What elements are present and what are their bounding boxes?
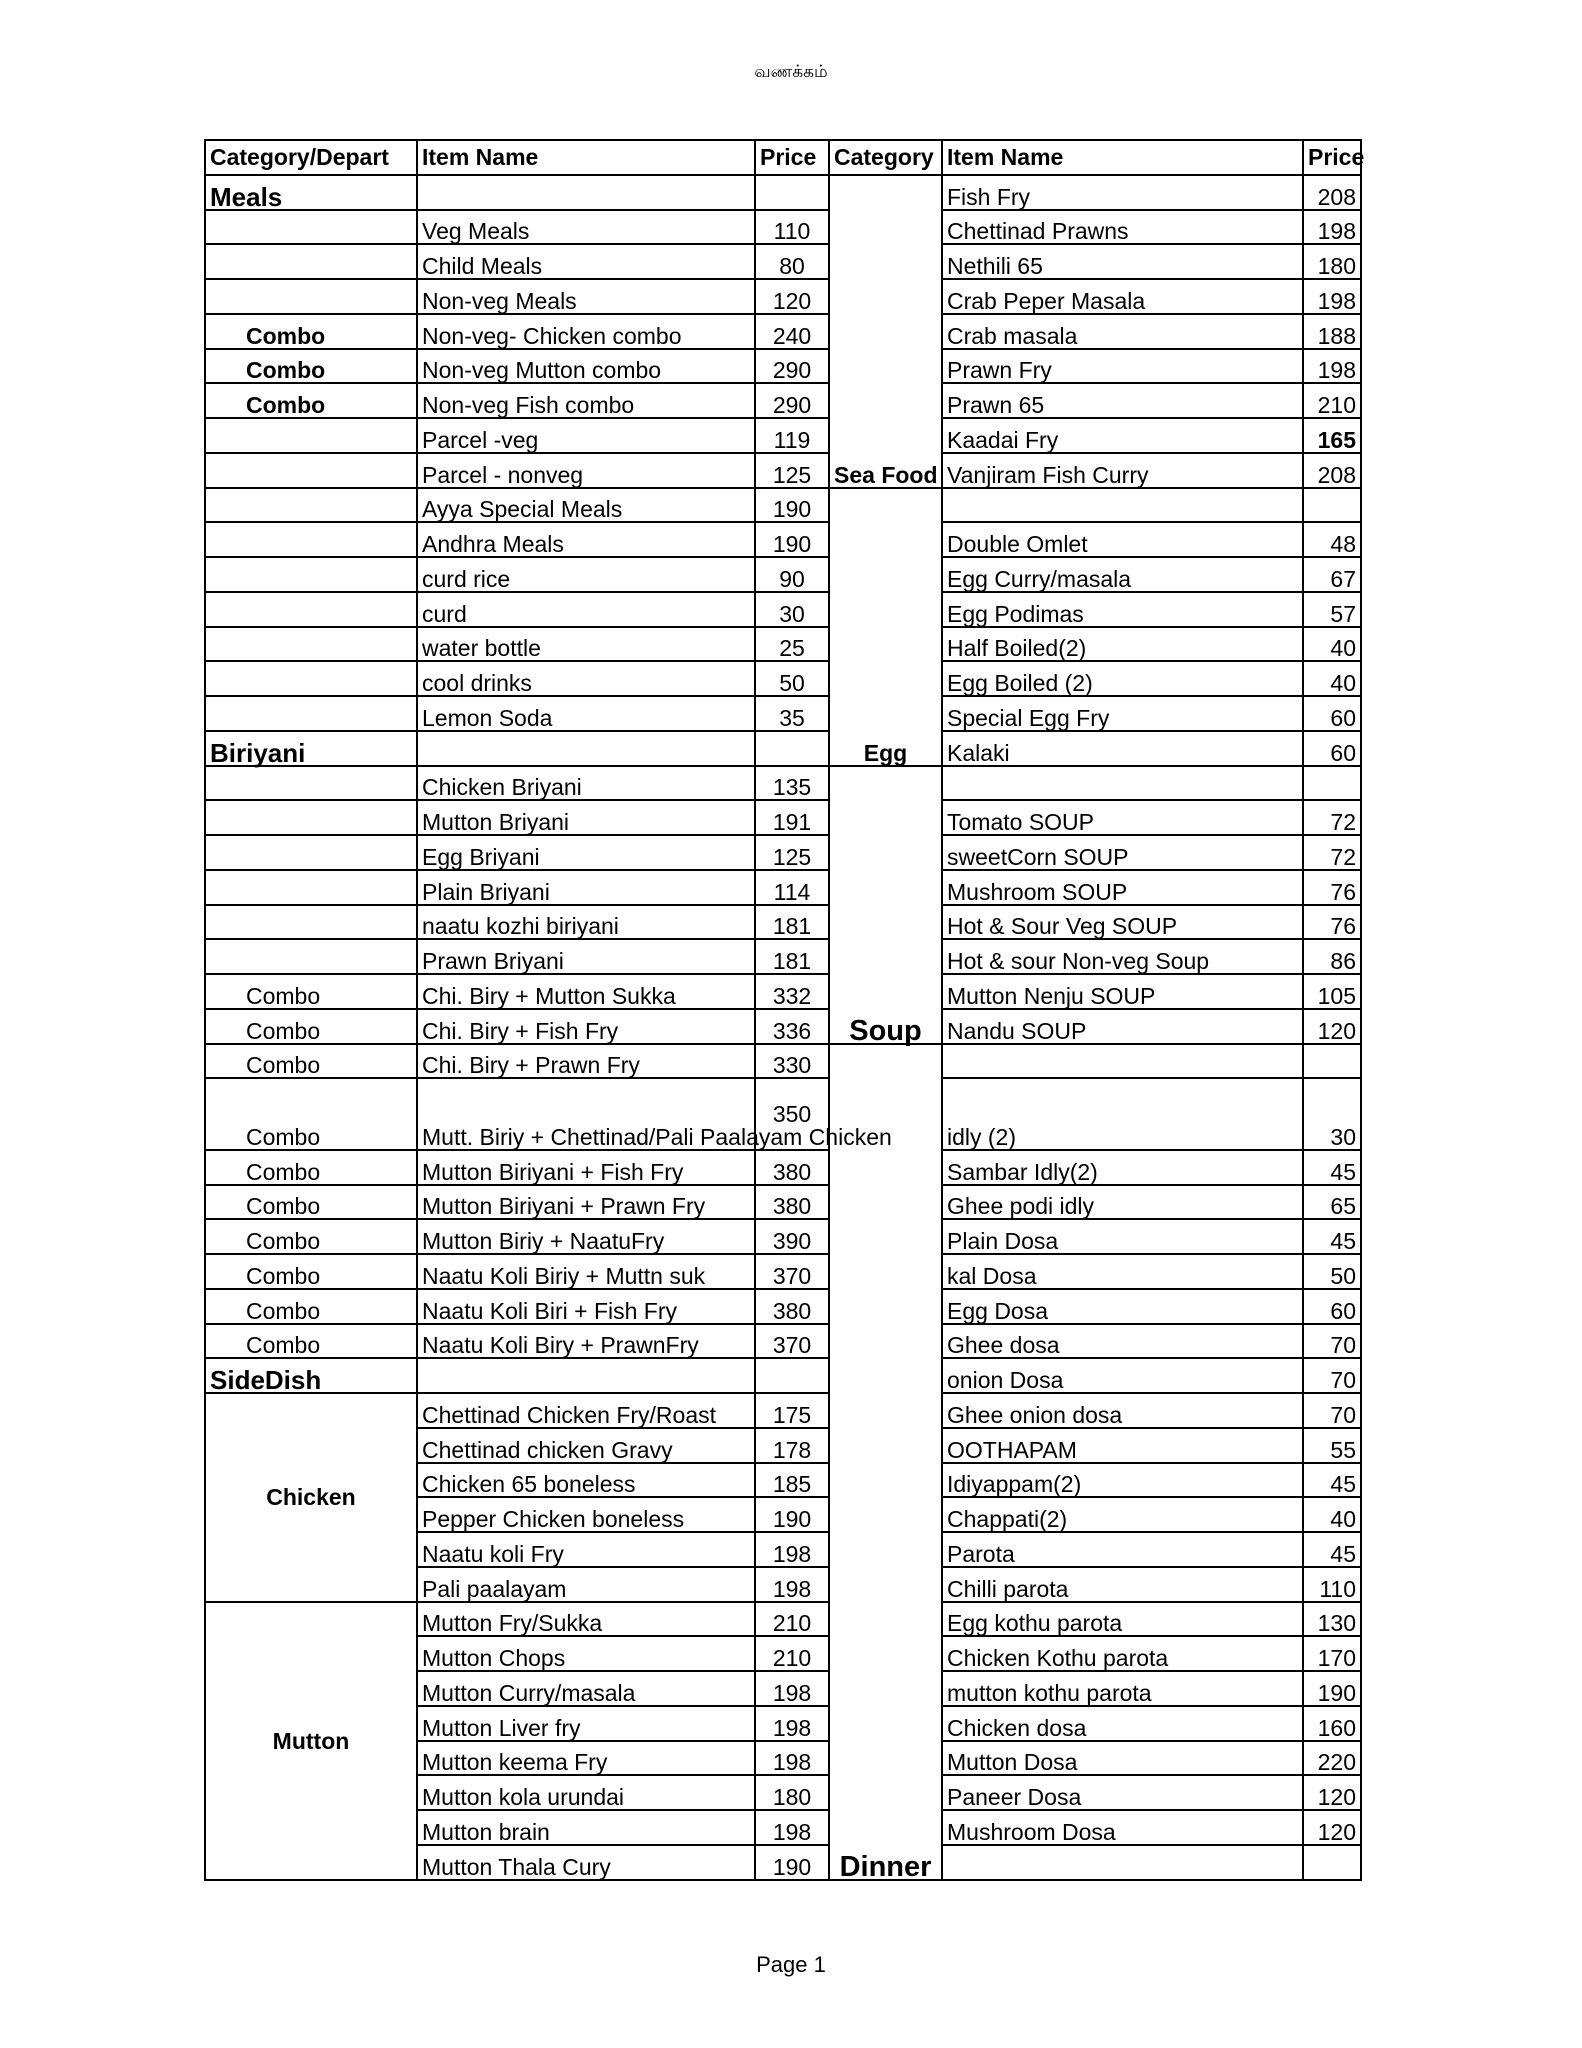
category-cell <box>205 766 417 801</box>
right-price-cell: 208 <box>1303 175 1361 210</box>
category-cell <box>205 661 417 696</box>
right-item-name-cell: Mutton Dosa <box>942 1741 1303 1776</box>
item-name-cell: Chettinad chicken Gravy <box>417 1428 755 1463</box>
price-cell: 190 <box>755 1497 829 1532</box>
item-name-cell: Mutton keema Fry <box>417 1741 755 1776</box>
category-cell <box>205 557 417 592</box>
right-price-cell: 72 <box>1303 835 1361 870</box>
category-cell: Combo <box>205 383 417 418</box>
table-row <box>205 627 1361 662</box>
category-cell: Combo <box>205 314 417 349</box>
table-row <box>205 1289 1361 1324</box>
right-item-name-cell: Crab Peper Masala <box>942 279 1303 314</box>
table-row <box>205 1358 1361 1393</box>
table-row <box>205 1150 1361 1185</box>
right-price-cell: 60 <box>1303 696 1361 731</box>
item-name-cell: Mutton brain <box>417 1810 755 1845</box>
price-cell: 190 <box>755 488 829 523</box>
item-name-cell: Chi. Biry + Mutton Sukka <box>417 974 755 1009</box>
category-cell <box>205 279 417 314</box>
item-name-cell: Naatu Koli Biriy + Muttn suk <box>417 1254 755 1289</box>
right-price-cell: 65 <box>1303 1185 1361 1220</box>
price-cell: 185 <box>755 1463 829 1498</box>
table-row <box>205 279 1361 314</box>
price-cell: 370 <box>755 1254 829 1289</box>
price-cell: 80 <box>755 244 829 279</box>
price-cell: 110 <box>755 210 829 245</box>
item-name-cell: Chicken Briyani <box>417 766 755 801</box>
right-price-cell: 60 <box>1303 731 1361 766</box>
right-item-name-cell: Chettinad Prawns <box>942 210 1303 245</box>
item-name-cell: curd <box>417 592 755 627</box>
table-row <box>205 244 1361 279</box>
item-name-cell: Mutton kola urundai <box>417 1775 755 1810</box>
table-row <box>205 1219 1361 1254</box>
right-item-name-cell: Hot & sour Non-veg Soup <box>942 939 1303 974</box>
item-name-cell: Ayya Special Meals <box>417 488 755 523</box>
item-name-cell: water bottle <box>417 627 755 662</box>
right-item-name-cell: Tomato SOUP <box>942 800 1303 835</box>
item-name-cell: Naatu Koli Biry + PrawnFry <box>417 1324 755 1359</box>
right-price-cell: 220 <box>1303 1741 1361 1776</box>
category-cell: Combo <box>205 1078 417 1150</box>
category-cell: Biriyani <box>205 731 417 766</box>
category-cell <box>205 905 417 940</box>
price-cell: 119 <box>755 418 829 453</box>
category-cell: Combo <box>205 1185 417 1220</box>
price-cell: 198 <box>755 1671 829 1706</box>
price-cell: 198 <box>755 1706 829 1741</box>
category-cell <box>205 870 417 905</box>
item-name-cell <box>417 731 755 766</box>
price-cell: 125 <box>755 453 829 488</box>
right-price-cell: 72 <box>1303 800 1361 835</box>
price-cell: 181 <box>755 939 829 974</box>
price-cell: 240 <box>755 314 829 349</box>
table-row <box>205 314 1361 349</box>
right-price-cell: 50 <box>1303 1254 1361 1289</box>
menu-table-body <box>205 140 1365 1883</box>
price-cell: 181 <box>755 905 829 940</box>
price-cell: 114 <box>755 870 829 905</box>
table-row <box>205 349 1361 384</box>
price-cell: 190 <box>755 1845 829 1880</box>
page-header: வணக்கம் <box>754 62 828 82</box>
right-item-name-cell: Chappati(2) <box>942 1497 1303 1532</box>
item-name-cell: Chettinad Chicken Fry/Roast <box>417 1393 755 1428</box>
right-item-name-cell: Paneer Dosa <box>942 1775 1303 1810</box>
table-row <box>205 557 1361 592</box>
price-cell: 50 <box>755 661 829 696</box>
category-cell <box>205 522 417 557</box>
category-cell: Combo <box>205 1044 417 1079</box>
item-name-cell: Mutton Biriyani + Prawn Fry <box>417 1185 755 1220</box>
right-price-cell: 120 <box>1303 1775 1361 1810</box>
right-price-cell: 40 <box>1303 661 1361 696</box>
item-name-cell: Naatu koli Fry <box>417 1532 755 1567</box>
right-item-name-cell: mutton kothu parota <box>942 1671 1303 1706</box>
category-cell <box>205 244 417 279</box>
right-price-cell: 48 <box>1303 522 1361 557</box>
price-cell: 290 <box>755 383 829 418</box>
right-price-cell <box>1303 766 1361 801</box>
right-item-name-cell: Ghee dosa <box>942 1324 1303 1359</box>
price-cell: 198 <box>755 1532 829 1567</box>
table-row <box>205 800 1361 835</box>
category-cell <box>205 418 417 453</box>
category-cell: Combo <box>205 349 417 384</box>
right-item-name-cell: Plain Dosa <box>942 1219 1303 1254</box>
right-item-name-cell: Chicken dosa <box>942 1706 1303 1741</box>
item-name-cell: Plain Briyani <box>417 870 755 905</box>
right-item-name-cell: Mutton Nenju SOUP <box>942 974 1303 1009</box>
page-footer: Page 1 <box>756 1952 826 1977</box>
item-name-cell: Veg Meals <box>417 210 755 245</box>
price-cell: 175 <box>755 1393 829 1428</box>
table-row <box>205 418 1361 453</box>
right-price-cell: 70 <box>1303 1358 1361 1393</box>
right-item-name-cell: Egg Curry/masala <box>942 557 1303 592</box>
right-price-cell: 208 <box>1303 453 1361 488</box>
price-cell <box>755 1358 829 1393</box>
category-cell <box>205 453 417 488</box>
item-name-cell: cool drinks <box>417 661 755 696</box>
item-name-cell: Lemon Soda <box>417 696 755 731</box>
right-item-name-cell: Nandu SOUP <box>942 1009 1303 1044</box>
price-cell: 380 <box>755 1289 829 1324</box>
right-category-cell: Egg <box>829 488 942 766</box>
right-item-name-cell: Sambar Idly(2) <box>942 1150 1303 1185</box>
table-row <box>205 731 1361 766</box>
category-cell: Combo <box>205 1150 417 1185</box>
price-cell: 198 <box>755 1810 829 1845</box>
table-row <box>205 766 1361 801</box>
price-cell: 190 <box>755 522 829 557</box>
price-cell: 330 <box>755 1044 829 1079</box>
category-cell <box>205 210 417 245</box>
right-item-name-cell: Half Boiled(2) <box>942 627 1303 662</box>
price-cell <box>755 175 829 210</box>
right-category-cell: Sea Food <box>829 175 942 488</box>
item-name-cell: curd rice <box>417 557 755 592</box>
category-cell <box>205 696 417 731</box>
category-cell: Mutton <box>205 1602 417 1880</box>
right-item-name-cell: idly (2) <box>942 1078 1303 1150</box>
category-cell <box>205 592 417 627</box>
category-cell: Chicken <box>205 1393 417 1602</box>
table-row <box>205 522 1361 557</box>
right-price-cell: 40 <box>1303 627 1361 662</box>
item-name-cell: Chicken 65 boneless <box>417 1463 755 1498</box>
table-row <box>205 1044 1361 1079</box>
price-cell: 336 <box>755 1009 829 1044</box>
price-cell: 35 <box>755 696 829 731</box>
right-price-cell: 86 <box>1303 939 1361 974</box>
right-item-name-cell: sweetCorn SOUP <box>942 835 1303 870</box>
table-row <box>205 939 1361 974</box>
category-cell: Combo <box>205 1289 417 1324</box>
item-name-cell: Non-veg Mutton combo <box>417 349 755 384</box>
column-header: Item Name <box>417 140 755 175</box>
table-row <box>205 1254 1361 1289</box>
right-item-name-cell: Mushroom SOUP <box>942 870 1303 905</box>
item-name-cell: Parcel -veg <box>417 418 755 453</box>
category-cell: Meals <box>205 175 417 210</box>
right-price-cell: 70 <box>1303 1393 1361 1428</box>
price-cell <box>755 731 829 766</box>
right-price-cell: 130 <box>1303 1602 1361 1637</box>
column-header: Item Name <box>942 140 1303 175</box>
price-cell: 380 <box>755 1150 829 1185</box>
right-item-name-cell: Ghee podi idly <box>942 1185 1303 1220</box>
right-item-name-cell: Nethili 65 <box>942 244 1303 279</box>
right-item-name-cell: Kalaki <box>942 731 1303 766</box>
table-row <box>205 1324 1361 1359</box>
item-name-cell: Chi. Biry + Prawn Fry <box>417 1044 755 1079</box>
category-cell: Combo <box>205 974 417 1009</box>
right-item-name-cell: Double Omlet <box>942 522 1303 557</box>
item-name-cell: Mutton Fry/Sukka <box>417 1602 755 1637</box>
right-price-cell: 45 <box>1303 1219 1361 1254</box>
menu-table <box>204 139 1365 1883</box>
right-price-cell: 40 <box>1303 1497 1361 1532</box>
right-item-name-cell: Vanjiram Fish Curry <box>942 453 1303 488</box>
table-row <box>205 210 1361 245</box>
right-item-name-cell: OOTHAPAM <box>942 1428 1303 1463</box>
category-cell: Combo <box>205 1219 417 1254</box>
right-item-name-cell: Hot & Sour Veg SOUP <box>942 905 1303 940</box>
right-item-name-cell: Prawn 65 <box>942 383 1303 418</box>
right-category-cell: Soup <box>829 766 942 1044</box>
category-cell: Combo <box>205 1254 417 1289</box>
price-cell: 390 <box>755 1219 829 1254</box>
right-category-cell: Dinner <box>829 1044 942 1881</box>
item-name-cell: Non-veg- Chicken combo <box>417 314 755 349</box>
right-price-cell: 160 <box>1303 1706 1361 1741</box>
right-item-name-cell: Fish Fry <box>942 175 1303 210</box>
category-cell: Combo <box>205 1009 417 1044</box>
price-cell: 350 <box>755 1078 829 1150</box>
table-row <box>205 592 1361 627</box>
price-cell: 380 <box>755 1185 829 1220</box>
right-item-name-cell: Special Egg Fry <box>942 696 1303 731</box>
right-price-cell: 110 <box>1303 1567 1361 1602</box>
item-name-cell: Pali paalayam <box>417 1567 755 1602</box>
item-name-cell: Egg Briyani <box>417 835 755 870</box>
right-item-name-cell: Egg Dosa <box>942 1289 1303 1324</box>
table-row <box>205 175 1361 210</box>
right-price-cell: 76 <box>1303 905 1361 940</box>
right-item-name-cell: Prawn Fry <box>942 349 1303 384</box>
price-cell: 125 <box>755 835 829 870</box>
right-price-cell <box>1303 488 1361 523</box>
price-cell: 198 <box>755 1567 829 1602</box>
right-price-cell: 45 <box>1303 1463 1361 1498</box>
price-cell: 210 <box>755 1636 829 1671</box>
table-row <box>205 870 1361 905</box>
table-row <box>205 661 1361 696</box>
right-price-cell: 198 <box>1303 349 1361 384</box>
price-cell: 135 <box>755 766 829 801</box>
right-price-cell: 210 <box>1303 383 1361 418</box>
right-price-cell: 198 <box>1303 279 1361 314</box>
item-name-cell: Non-veg Fish combo <box>417 383 755 418</box>
right-price-cell: 57 <box>1303 592 1361 627</box>
right-price-cell: 120 <box>1303 1810 1361 1845</box>
right-price-cell: 188 <box>1303 314 1361 349</box>
right-price-cell: 60 <box>1303 1289 1361 1324</box>
table-row <box>205 1078 1361 1150</box>
price-cell: 25 <box>755 627 829 662</box>
table-row <box>205 905 1361 940</box>
item-name-cell: Pepper Chicken boneless <box>417 1497 755 1532</box>
item-name-cell: Mutt. Biriy + Chettinad/Pali Paalayam Chicken <box>417 1078 755 1150</box>
price-cell: 178 <box>755 1428 829 1463</box>
right-price-cell: 170 <box>1303 1636 1361 1671</box>
right-item-name-cell: Egg Boiled (2) <box>942 661 1303 696</box>
column-header: Category <box>829 140 942 175</box>
right-item-name-cell: Kaadai Fry <box>942 418 1303 453</box>
price-cell: 191 <box>755 800 829 835</box>
right-item-name-cell: onion Dosa <box>942 1358 1303 1393</box>
category-cell <box>205 488 417 523</box>
item-name-cell: Mutton Liver fry <box>417 1706 755 1741</box>
price-cell: 210 <box>755 1602 829 1637</box>
category-cell <box>205 939 417 974</box>
right-item-name-cell: Ghee onion dosa <box>942 1393 1303 1428</box>
right-price-cell <box>1303 1044 1361 1079</box>
right-item-name-cell <box>942 1845 1303 1880</box>
table-row <box>205 383 1361 418</box>
item-name-cell: Mutton Biriyani + Fish Fry <box>417 1150 755 1185</box>
price-cell: 290 <box>755 349 829 384</box>
column-header: Price <box>755 140 829 175</box>
table-row <box>205 453 1361 488</box>
item-name-cell: Naatu Koli Biri + Fish Fry <box>417 1289 755 1324</box>
right-price-cell: 45 <box>1303 1532 1361 1567</box>
item-name-cell <box>417 175 755 210</box>
right-item-name-cell: Chicken Kothu parota <box>942 1636 1303 1671</box>
right-price-cell: 180 <box>1303 244 1361 279</box>
item-name-cell: Prawn Briyani <box>417 939 755 974</box>
table-row <box>205 974 1361 1009</box>
table-row <box>205 835 1361 870</box>
item-name-cell: Mutton Biriy + NaatuFry <box>417 1219 755 1254</box>
right-price-cell: 67 <box>1303 557 1361 592</box>
right-price-cell: 105 <box>1303 974 1361 1009</box>
item-name-cell: Non-veg Meals <box>417 279 755 314</box>
right-price-cell: 165 <box>1303 418 1361 453</box>
right-price-cell: 120 <box>1303 1009 1361 1044</box>
item-name-cell: naatu kozhi biriyani <box>417 905 755 940</box>
table-row <box>205 1602 1361 1637</box>
table-row <box>205 1185 1361 1220</box>
price-cell: 370 <box>755 1324 829 1359</box>
right-price-cell: 190 <box>1303 1671 1361 1706</box>
table-row <box>205 1393 1361 1428</box>
item-name-cell: Mutton Chops <box>417 1636 755 1671</box>
table-row <box>205 1009 1361 1044</box>
item-name-cell: Chi. Biry + Fish Fry <box>417 1009 755 1044</box>
category-cell <box>205 800 417 835</box>
table-row <box>205 488 1361 523</box>
right-price-cell: 70 <box>1303 1324 1361 1359</box>
price-cell: 30 <box>755 592 829 627</box>
right-item-name-cell <box>942 766 1303 801</box>
right-price-cell: 55 <box>1303 1428 1361 1463</box>
price-cell: 90 <box>755 557 829 592</box>
right-item-name-cell: Egg kothu parota <box>942 1602 1303 1637</box>
table-header-row <box>205 140 1361 175</box>
item-name-cell: Mutton Briyani <box>417 800 755 835</box>
right-item-name-cell: Chilli parota <box>942 1567 1303 1602</box>
item-name-cell: Child Meals <box>417 244 755 279</box>
right-item-name-cell <box>942 1044 1303 1079</box>
item-name-cell: Andhra Meals <box>417 522 755 557</box>
right-item-name-cell: Parota <box>942 1532 1303 1567</box>
item-name-cell: Parcel - nonveg <box>417 453 755 488</box>
right-item-name-cell: Egg Podimas <box>942 592 1303 627</box>
category-cell: Combo <box>205 1324 417 1359</box>
price-cell: 120 <box>755 279 829 314</box>
price-cell: 332 <box>755 974 829 1009</box>
right-price-cell: 76 <box>1303 870 1361 905</box>
right-price-cell <box>1303 1845 1361 1880</box>
price-cell: 198 <box>755 1741 829 1776</box>
category-cell: SideDish <box>205 1358 417 1393</box>
item-name-cell: Mutton Thala Cury <box>417 1845 755 1880</box>
item-name-cell: Mutton Curry/masala <box>417 1671 755 1706</box>
right-item-name-cell: kal Dosa <box>942 1254 1303 1289</box>
column-header: Category/Depart <box>205 140 417 175</box>
right-price-cell: 30 <box>1303 1078 1361 1150</box>
right-item-name-cell <box>942 488 1303 523</box>
right-price-cell: 45 <box>1303 1150 1361 1185</box>
right-item-name-cell: Crab masala <box>942 314 1303 349</box>
category-cell <box>205 835 417 870</box>
price-cell: 180 <box>755 1775 829 1810</box>
column-header: Price <box>1303 140 1361 175</box>
category-cell <box>205 627 417 662</box>
table-row <box>205 696 1361 731</box>
right-item-name-cell: Mushroom Dosa <box>942 1810 1303 1845</box>
right-item-name-cell: Idiyappam(2) <box>942 1463 1303 1498</box>
item-name-cell <box>417 1358 755 1393</box>
right-price-cell: 198 <box>1303 210 1361 245</box>
